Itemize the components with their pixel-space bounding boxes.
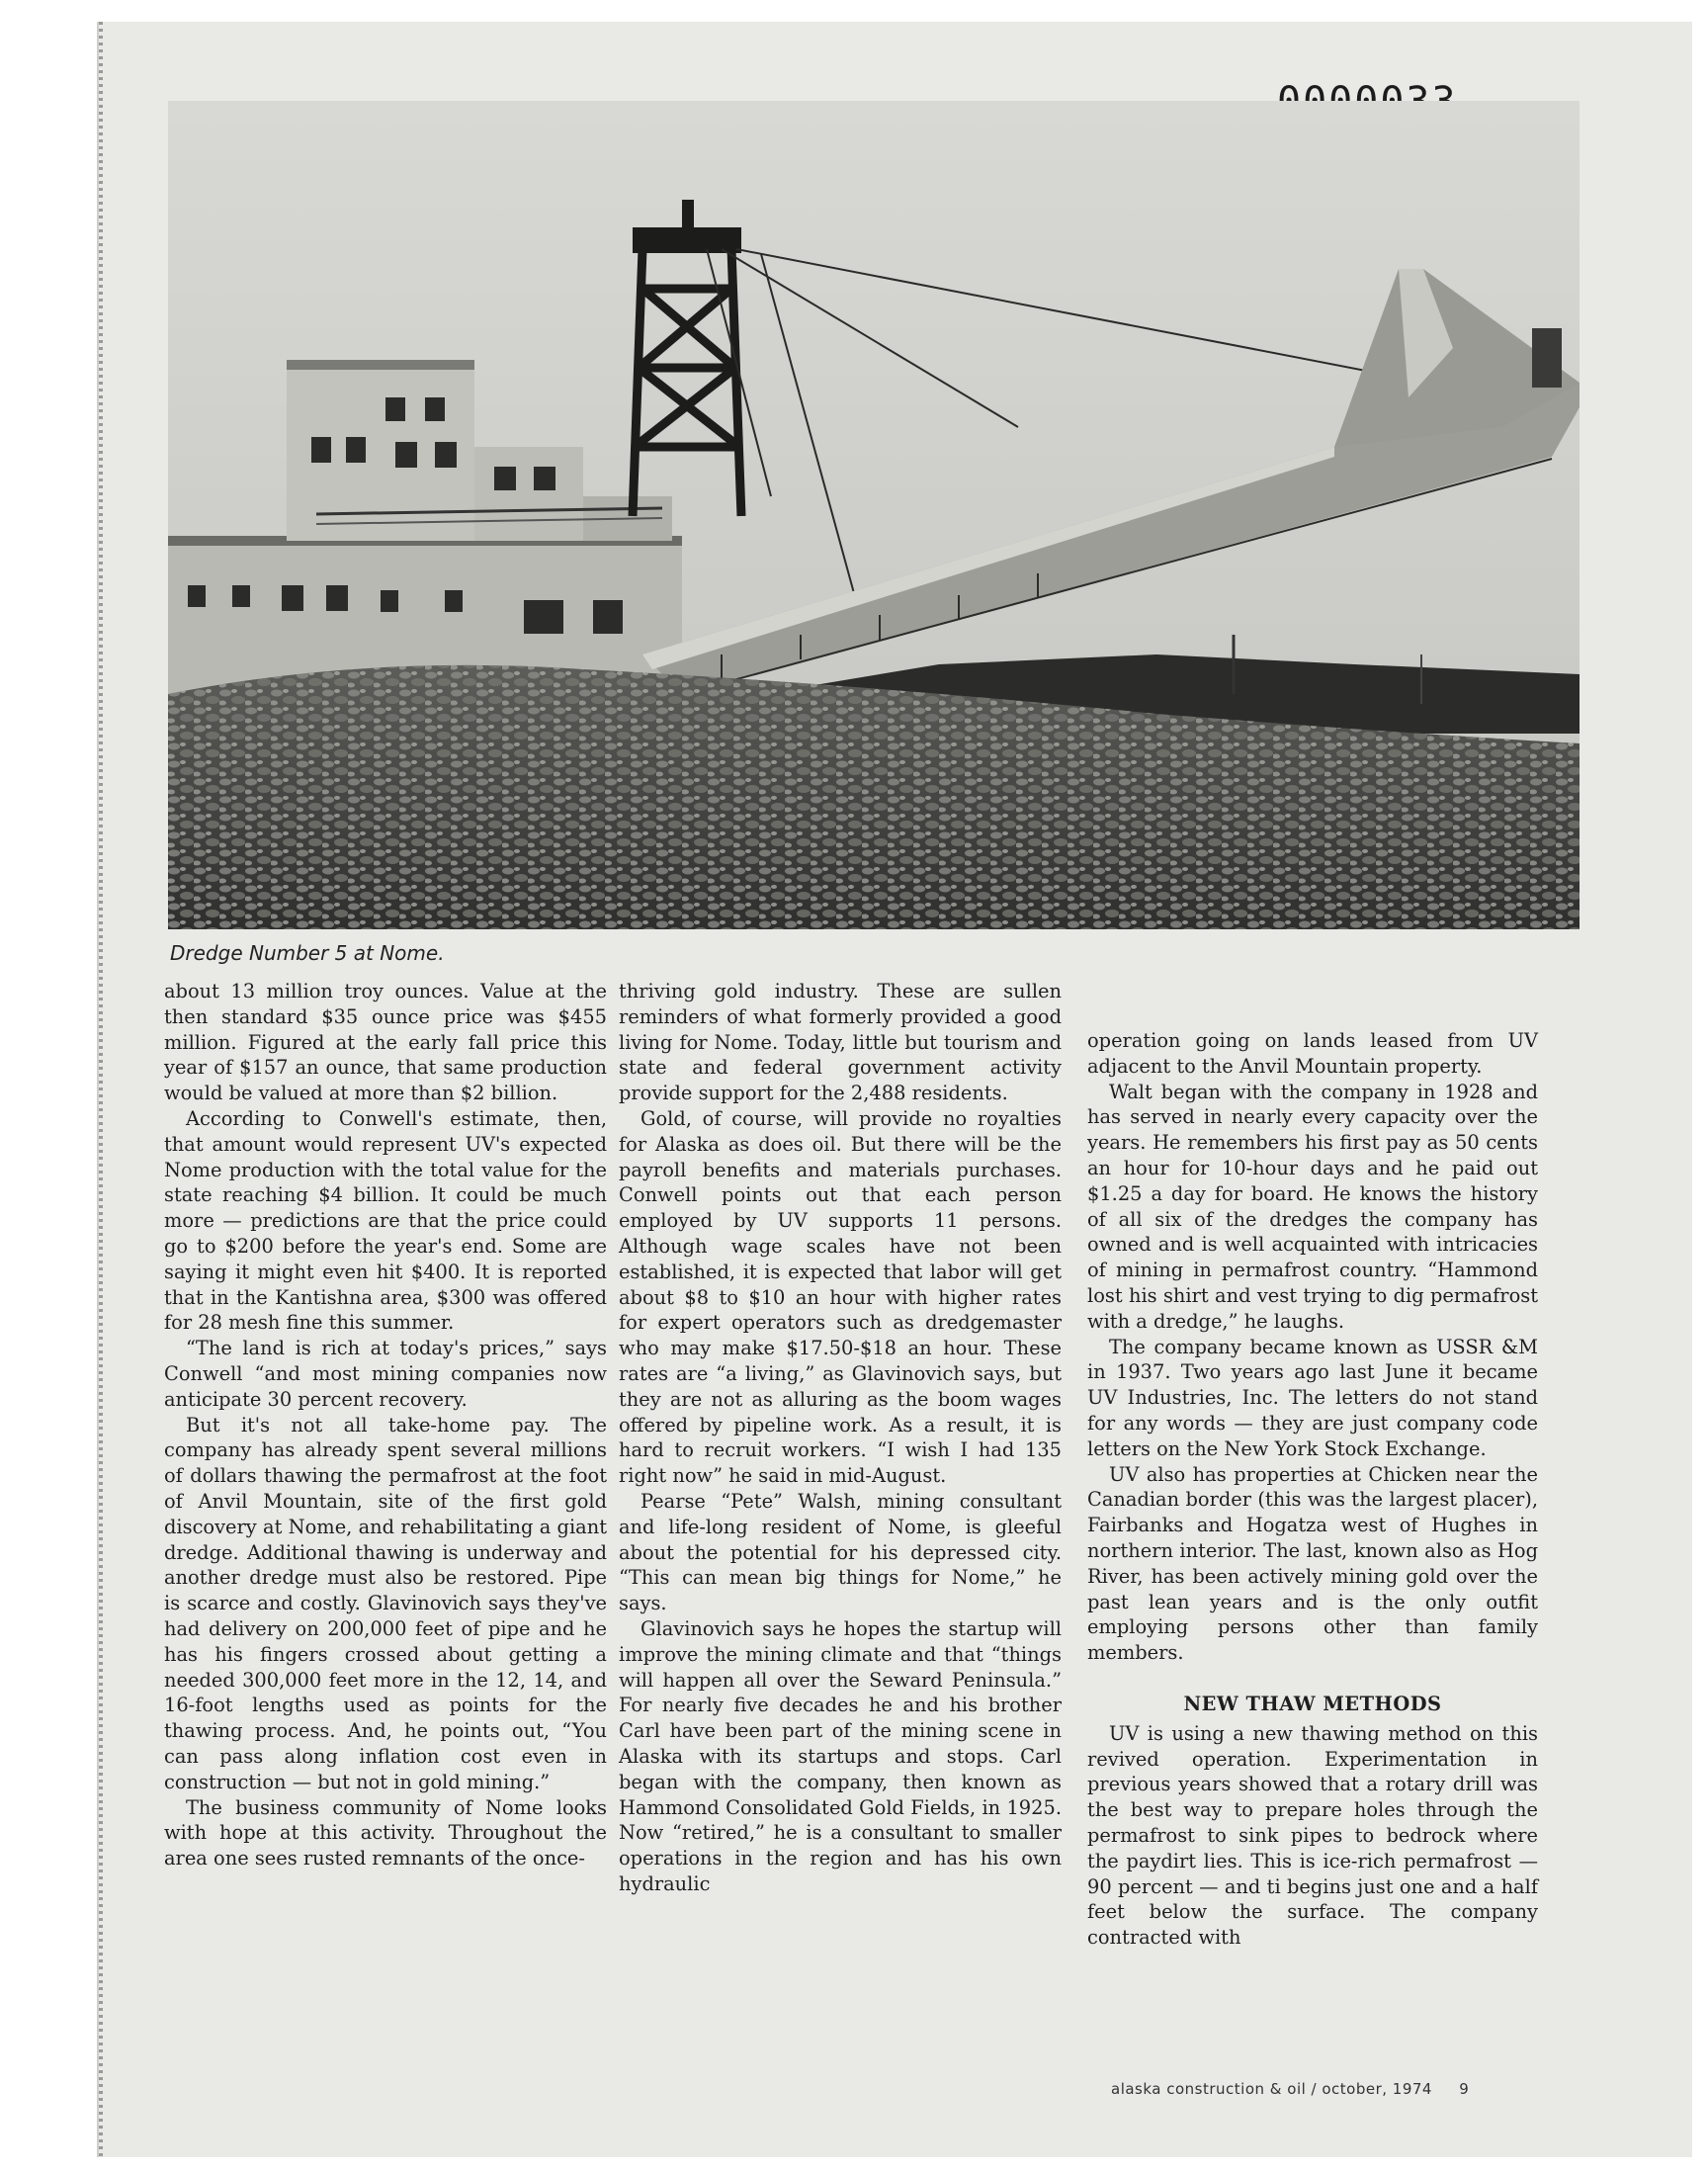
- article-column-3: [1087, 1028, 1538, 1951]
- article-column-2: [619, 979, 1062, 1897]
- paragraph: “The land is rich at today's prices,” says Conwell “and most mining companies now anticipate 30 percent recovery.: [164, 1337, 607, 1411]
- paragraph: UV is using a new thawing method on this revived operation. Experimentation in previous years showed that a rotary drill was the best way to prepare holes through the permafrost to sink pipes to bedrock where the paydirt lies. This is ice-rich permafrost — 90 percent — and ti begins just one and a half feet below the surface. The company contracted with: [1087, 1721, 1538, 1950]
- dredge-photo: [168, 101, 1580, 929]
- page-footer: [1111, 2080, 1469, 2098]
- paragraph: According to Conwell's estimate, then, that amount would represent UV's expected Nome production with the total value for the state reaching $4 billion. It could be much more — predictions are that the price could go to $200 before the year's end. Some are saying it might even hit $400. It is reported that in the Kantishna area, $300 was offered for 28 mesh fine this summer.: [164, 1106, 607, 1335]
- paragraph: operation going on lands leased from UV adjacent to the Anvil Mountain property.: [1087, 1029, 1538, 1078]
- page-number: 9: [1459, 2080, 1470, 2098]
- paragraph: Walt began with the company in 1928 and has served in nearly every capacity over the years. He remembers his first pay as 50 cents an hour for 10-hour days and he paid out $1.25 a day for board. He knows the history of all six of the dredges the company has owned and is well acquainted with intricacies of mining in permafrost country. “Hammond lost his shirt and vest trying to dig permafrost with a dredge,” he laughs.: [1087, 1080, 1538, 1333]
- paragraph: Glavinovich says he hopes the startup will improve the mining climate and that “things will happen all over the Seward Peninsula.” For nearly five decades he and his brother Carl have been part of the mining scene in Alaska with its startups and stops. Carl began with the company, then known as Hammond Consolidated Gold Fields, in 1925. Now “retired,” he is a consultant to smaller operations in the region and has his own hydraulic: [619, 1616, 1062, 1895]
- paragraph: Gold, of course, will provide no royalties for Alaska as does oil. But there will be the payroll benefits and materials purchases. Conwell points out that each person employed by UV supports 11 persons. Although wage scales have not been established, it is expected that labor will get about $8 to $10 an hour with higher rates for expert operators such as dredgemaster who may make $17.50-$18 an hour. These rates are “a living,” as Glavinovich says, but they are not as alluring as the boom wages offered by pipeline work. As a result, it is hard to recruit workers. “I wish I had 135 right now” he said in mid-August.: [619, 1106, 1062, 1488]
- paragraph: The business community of Nome looks with hope at this activity. Throughout the area one sees rusted remnants of the once-: [164, 1795, 607, 1870]
- article-column-1: [164, 979, 607, 1871]
- paragraph: UV also has properties at Chicken near the Canadian border (this was the largest placer), Fairbanks and Hogatza west of Hughes in northern interior. The last, known also as Hog River, has been actively mining gold over the past lean years and is the only outfit employing persons other than family members.: [1087, 1462, 1538, 1665]
- paragraph: thriving gold industry. These are sullen reminders of what formerly provided a good living for Nome. Today, little but tourism and state and federal government activity provide support for the 2,488 residents.: [619, 980, 1062, 1105]
- paragraph: about 13 million troy ounces. Value at the then standard $35 ounce price was $455 million. Figured at the early fall price this year of $157 an ounce, that same production would be valued at more than $2 billion.: [164, 980, 607, 1105]
- paragraph: The company became known as USSR &M in 1937. Two years ago last June it became UV Industries, Inc. The letters do not stand for any words — they are just company code letters on the New York Stock Exchange.: [1087, 1335, 1538, 1460]
- paragraph: Pearse “Pete” Walsh, mining consultant and life-long resident of Nome, is gleeful about the potential for his depressed city. “This can mean big things for Nome,” he says.: [619, 1489, 1062, 1615]
- photo-caption: Dredge Number 5 at Nome.: [170, 941, 445, 965]
- paragraph: But it's not all take-home pay. The company has already spent several millions of dollars thawing the permafrost at the foot of Anvil Mountain, site of the first gold discovery at Nome, and rehabilitating a giant dredge. Additional thawing is underway and another dredge must also be restored. Pipe is scarce and costly. Glavinovich says they've had delivery on 200,000 feet of pipe and he has his fingers crossed about getting a needed 300,000 feet more in the 12, 14, and 16-foot lengths used as points for the thawing process. And, he points out, “You can pass along inflation cost even in construction — but not in gold mining.”: [164, 1413, 607, 1793]
- section-heading: NEW THAW METHODS: [1183, 1692, 1442, 1715]
- publication-name: alaska construction & oil / october, 1974: [1111, 2080, 1432, 2098]
